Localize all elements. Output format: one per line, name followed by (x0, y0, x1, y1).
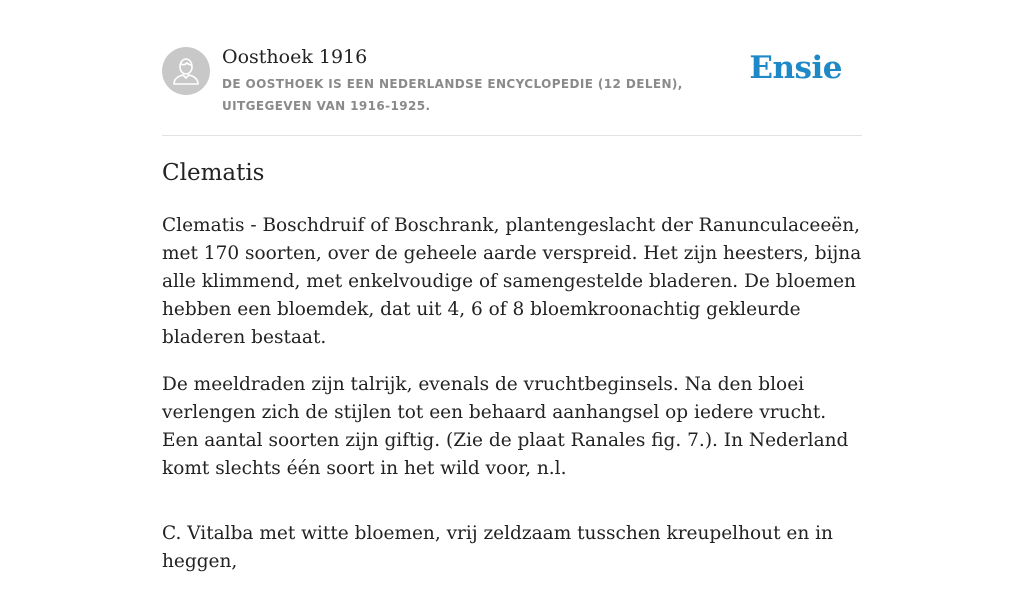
source-avatar[interactable] (162, 47, 210, 95)
source-header (162, 0, 862, 136)
page-wrapper (162, 0, 862, 572)
source-description: DE OOSTHOEK IS EEN NEDERLANDSE ENCYCLOPEDIE (12 DELEN), UITGEGEVEN VAN 1916-1925. (222, 77, 683, 113)
article-paragraph: Clematis - Boschdruif of Boschrank, plantengeslacht der Ranunculaceeën, met 170 soorten, over de geheele aarde verspreid. Het zijn heesters, bijna alle klimmend, met enkelvoudige of samengestelde bladeren. De bloemen hebben een bloemdek, dat uit 4, 6 of 8 bloemkroonachtig gekleurde bladeren bestaat. (162, 215, 862, 348)
article-paragraph: De meeldraden zijn talrijk, evenals de vruchtbeginsels. Na den bloei verlengen zich de stijlen tot een behaard aanhangsel op iedere vrucht. Een aantal soorten zijn giftig. (Zie de plaat Ranales fig. 7.). In Nederland komt slechts één soort in het wild voor, n.l. (162, 374, 849, 479)
article-body (162, 212, 864, 595)
article-paragraph: C. Vitalba met witte bloemen, vrij zeldzaam tusschen kreupelhout en in heggen, (162, 523, 833, 572)
source-title[interactable]: Oosthoek 1916 (222, 46, 368, 68)
ensie-logo[interactable]: Ensie (749, 50, 842, 86)
page-title: Clematis (162, 160, 265, 186)
user-icon (162, 47, 210, 95)
